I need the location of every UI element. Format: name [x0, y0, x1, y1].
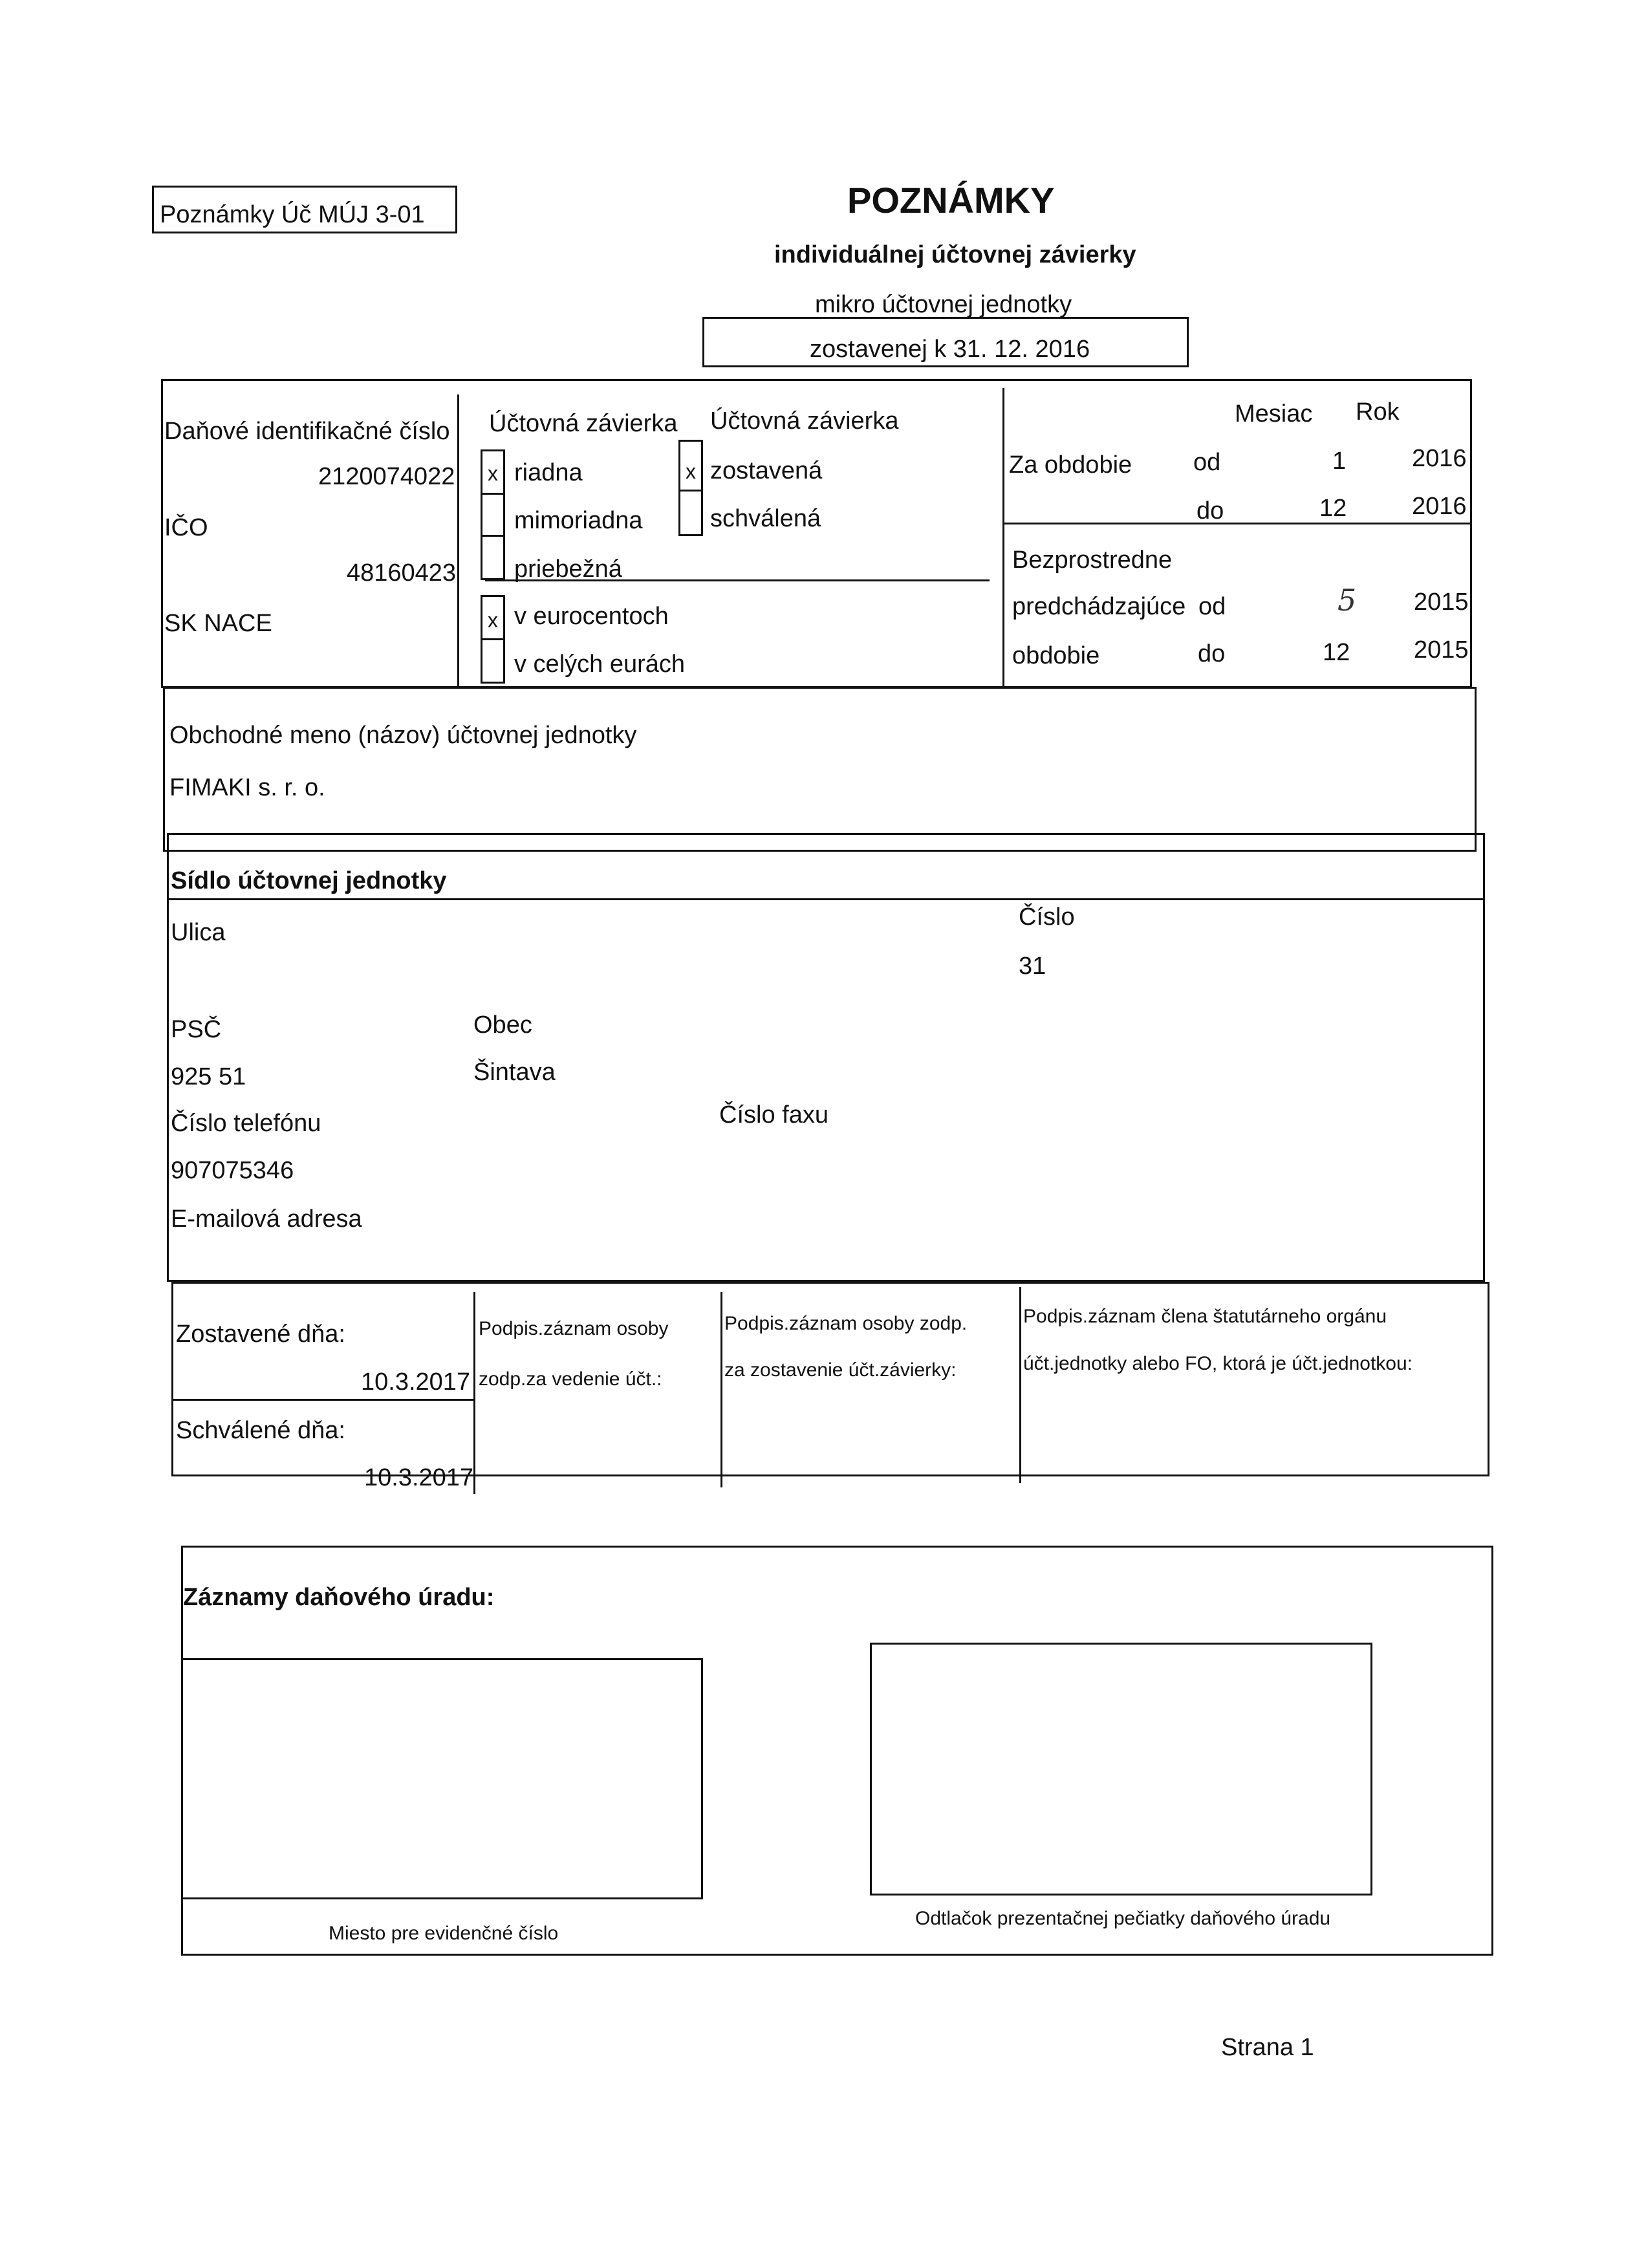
company-name-value: FIMAKI s. r. o.	[169, 774, 325, 801]
nace-label: SK NACE	[164, 610, 272, 637]
prev-do-label: do	[1198, 640, 1226, 667]
psc-label: PSČ	[171, 1016, 222, 1043]
sig-divider-2	[720, 1292, 722, 1487]
schvalene-value: 10.3.2017	[364, 1464, 474, 1491]
current-od-month: 1	[1332, 448, 1347, 475]
prev-do-month: 12	[1323, 639, 1350, 666]
year-header: Rok	[1356, 398, 1400, 426]
current-do-month: 12	[1319, 495, 1347, 522]
current-od-label: od	[1193, 449, 1221, 476]
page-title: POZNÁMKY	[847, 180, 1055, 221]
sig-left-hline	[171, 1399, 473, 1401]
ico-label: IČO	[164, 514, 208, 541]
evidence-number-box[interactable]	[181, 1658, 703, 1899]
prev-od-label: od	[1198, 593, 1226, 620]
zostavene-value: 10.3.2017	[361, 1368, 471, 1396]
current-do-label: do	[1196, 497, 1224, 524]
page-subtitle: individuálnej účtovnej závierky	[774, 241, 1136, 268]
period-divider	[1002, 388, 1004, 688]
entity-size-line: mikro účtovnej jednotky	[815, 291, 1072, 318]
stamp-box[interactable]	[870, 1643, 1372, 1895]
schvalena-label: schválená	[710, 505, 821, 532]
sig-col2-line1: Podpis.záznam osoby zodp.	[724, 1313, 968, 1334]
sig-col3-line2: účt.jednotky alebo FO, ktorá je účt.jednotkou:	[1023, 1353, 1413, 1374]
checkbox-zostavena[interactable]: x	[678, 440, 703, 491]
page-number: Strana 1	[1221, 2034, 1314, 2061]
checkbox-schvalena[interactable]	[678, 490, 703, 536]
current-od-year: 2016	[1412, 445, 1467, 472]
checkbox-eurocentoch[interactable]: x	[481, 595, 505, 640]
period-hline	[1002, 523, 1472, 524]
date-line: zostavenej k 31. 12. 2016	[810, 336, 1090, 363]
prev-period-label-2: predchádzajúce	[1012, 593, 1186, 620]
dic-value: 2120074022	[318, 463, 455, 490]
checkbox-mimoriadna[interactable]	[481, 493, 505, 537]
city-label: Obec	[473, 1011, 532, 1039]
sig-divider-3	[1019, 1287, 1021, 1483]
phone-value: 907075346	[171, 1157, 294, 1184]
company-box	[163, 687, 1477, 852]
current-do-year: 2016	[1412, 493, 1467, 520]
email-label: E-mailová adresa	[171, 1205, 362, 1233]
prev-od-month: 5	[1337, 583, 1357, 618]
sig-col3-line1: Podpis.záznam člena štatutárneho orgánu	[1023, 1306, 1387, 1327]
schvalene-label: Schválené dňa:	[176, 1417, 345, 1444]
prev-do-year: 2015	[1414, 636, 1469, 664]
priebezna-label: priebežná	[514, 556, 622, 583]
checkbox-celych-eurach[interactable]	[481, 638, 505, 684]
celych-eurach-label: v celých eurách	[514, 651, 686, 678]
checkbox-riadna[interactable]: x	[481, 449, 505, 495]
address-heading: Sídlo účtovnej jednotky	[171, 867, 447, 894]
prev-od-year: 2015	[1414, 589, 1469, 616]
company-name-label: Obchodné meno (názov) účtovnej jednotky	[169, 722, 637, 749]
zostavena-label: zostavená	[710, 457, 823, 484]
evidence-number-caption: Miesto pre evidenčné číslo	[329, 1923, 559, 1944]
stamp-caption: Odtlačok prezentačnej pečiatky daňového úradu	[915, 1908, 1331, 1929]
number-value: 31	[1019, 953, 1046, 980]
number-label: Číslo	[1019, 903, 1075, 931]
psc-value: 925 51	[171, 1063, 246, 1090]
riadna-label: riadna	[514, 459, 583, 486]
dic-label: Daňové identifikačné číslo	[164, 418, 450, 445]
street-label: Ulica	[171, 919, 226, 946]
phone-label: Číslo telefónu	[171, 1110, 321, 1137]
month-header: Mesiac	[1235, 400, 1313, 427]
fax-label: Číslo faxu	[719, 1101, 828, 1129]
sig-col1-line1: Podpis.záznam osoby	[479, 1318, 669, 1339]
address-box	[167, 833, 1485, 1282]
address-heading-line	[167, 898, 1485, 900]
zavierka-type-heading: Účtovná závierka	[489, 410, 678, 437]
prev-period-label-3: obdobie	[1012, 642, 1100, 669]
tax-office-heading: Záznamy daňového úradu:	[183, 1584, 495, 1611]
current-period-label: Za obdobie	[1009, 451, 1132, 479]
form-code: Poznámky Úč MÚJ 3-01	[160, 201, 425, 228]
zavierka-state-heading: Účtovná závierka	[710, 407, 899, 435]
ico-value: 48160423	[347, 559, 457, 587]
zostavene-label: Zostavené dňa:	[176, 1321, 345, 1348]
sig-col2-line2: za zostavenie účt.závierky:	[724, 1359, 957, 1381]
prev-period-label-1: Bezprostredne	[1012, 546, 1173, 574]
checkbox-priebezna[interactable]	[481, 535, 505, 580]
eurocentoch-label: v eurocentoch	[514, 603, 669, 630]
sig-divider-1	[473, 1292, 475, 1494]
ids-divider	[457, 394, 459, 688]
mimoriadna-label: mimoriadna	[514, 507, 643, 534]
city-value: Šintava	[473, 1059, 556, 1086]
sig-col1-line2: zodp.za vedenie účt.:	[479, 1368, 662, 1390]
